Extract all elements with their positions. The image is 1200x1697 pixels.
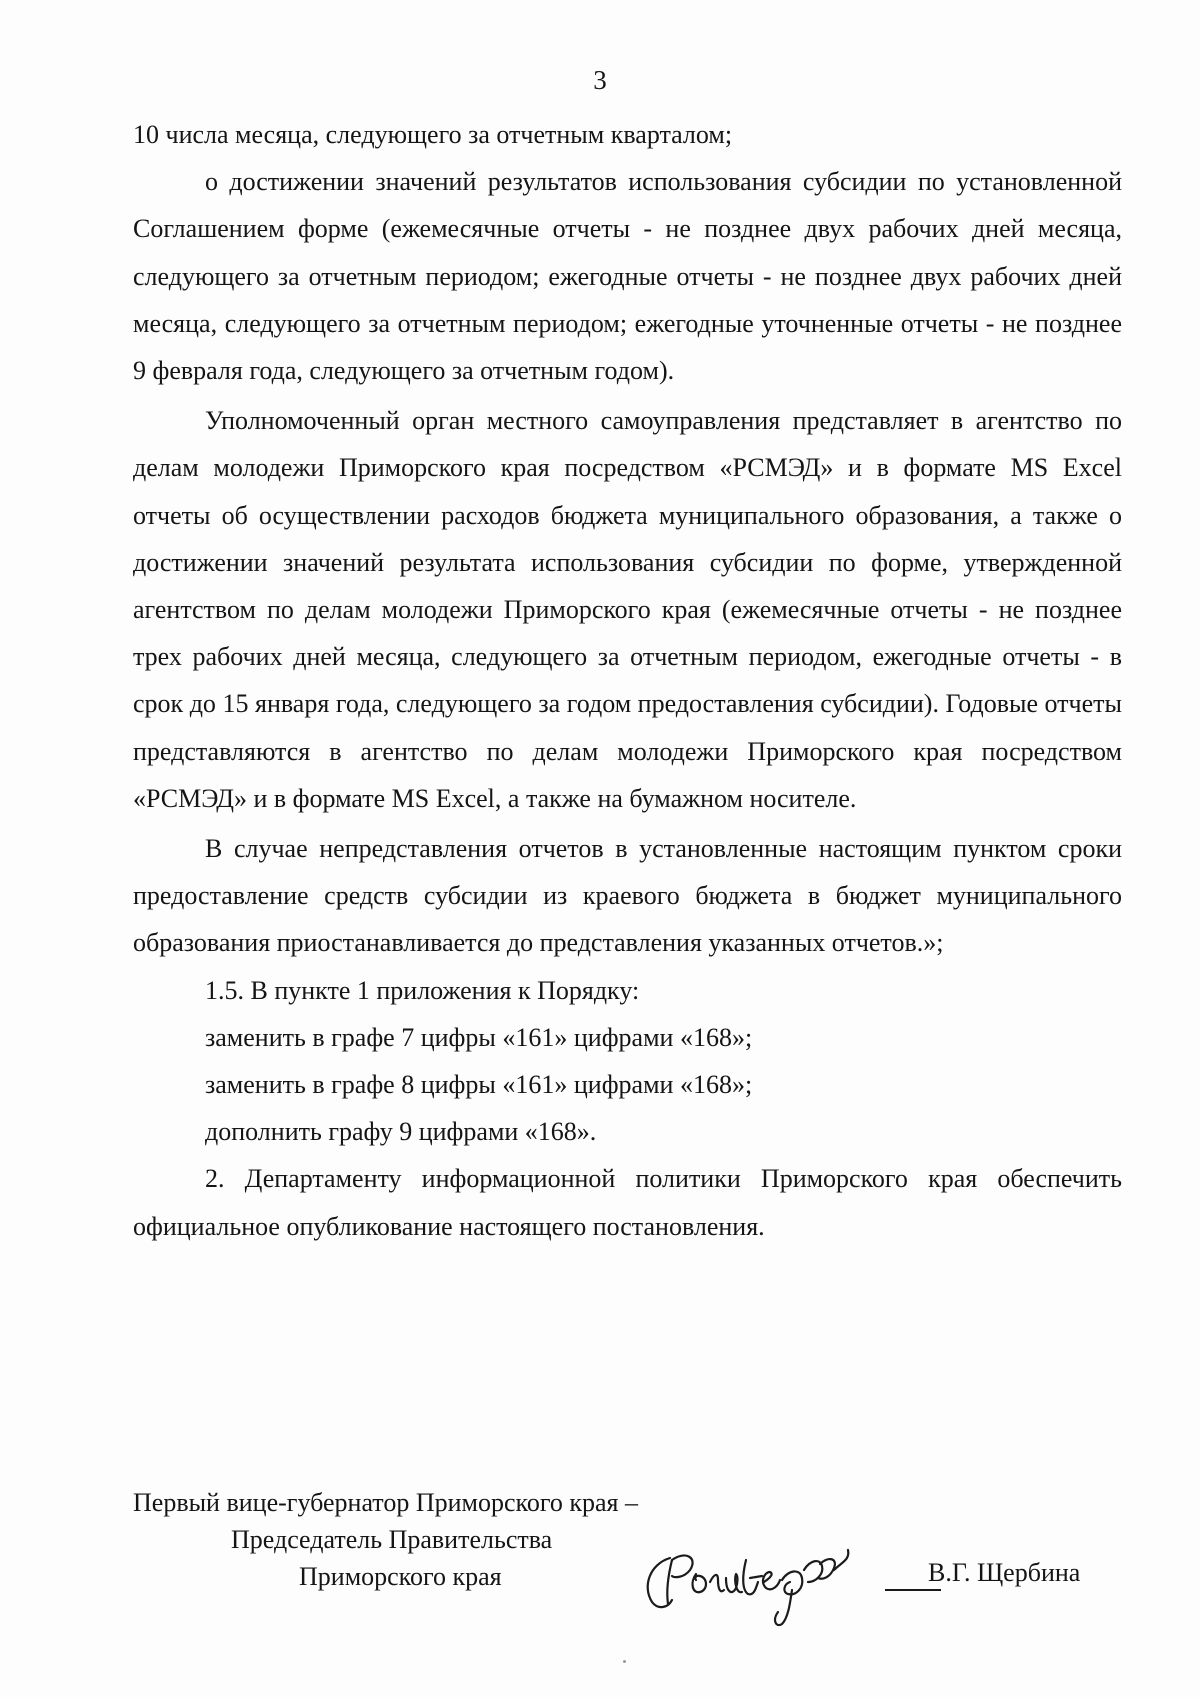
clause-column-8: заменить в графе 8 цифры «161» цифрами «168»; xyxy=(205,1070,753,1100)
paragraph-authority-reports: Уполномоченный орган местного самоуправления представляет в агентство по делам молодежи Приморского края посредством «РСМЭД» и в формате MS Excel отчеты об осуществлении расходов бюджета муниципального образования, а также о достижении значений результата использования субсидии по форме, утвержденной агентством по делам молодежи Приморского края (ежемесячные отчеты - не позднее трех рабочих дней месяца, следующего за отчетным периодом, ежегодные отчеты - в срок до 15 января года, следующего за годом предоставления субсидии). Годовые отчеты представляются в агентство по делам молодежи Приморского края посредством «РСМЭД» и в формате MS Excel, а также на бумажном носителе. xyxy=(133,406,1122,813)
handwritten-signature-image xyxy=(638,1520,898,1635)
clause-column-9: дополнить графу 9 цифрами «168». xyxy=(205,1117,597,1147)
clause-1-5: 1.5. В пункте 1 приложения к Порядку: xyxy=(205,975,640,1005)
paragraph-continuation: 10 числа месяца, следующего за отчетным кварталом; xyxy=(133,120,733,149)
signatory-position-line-1: Первый вице-губернатор Приморского края – xyxy=(133,1488,638,1517)
signatory-name: В.Г. Щербина xyxy=(928,1558,1081,1587)
scan-artifact xyxy=(623,1660,626,1663)
clause-2-publication: 2. Департаменту информационной политики Приморского края обеспечить официальное опубликование настоящего постановления. xyxy=(133,1164,1122,1241)
signature-block xyxy=(133,1485,1122,1645)
paragraph-results-reports: о достижении значений результатов использования субсидии по установленной Соглашением форме (ежемесячные отчеты - не позднее двух рабочих дней месяца, следующего за отчетным периодом; ежегодные отчеты - не позднее двух рабочих дней месяца, следующего за отчетным периодом; ежегодные уточненные отчеты - не позднее 9 февраля года, следующего за отчетным годом). xyxy=(133,167,1122,386)
clause-column-7: заменить в графе 7 цифры «161» цифрами «168»; xyxy=(205,1022,753,1052)
paragraph-suspension: В случае непредставления отчетов в установленные настоящим пунктом сроки предоставление средств субсидии из краевого бюджета в бюджет муниципального образования приостанавливается до представления указанных отчетов.»; xyxy=(133,834,1122,958)
page-number: 3 xyxy=(593,65,607,95)
signatory-position-line-2: Председатель Правительства xyxy=(231,1525,553,1554)
signatory-position-line-3: Приморского края xyxy=(299,1562,502,1591)
document-body xyxy=(133,111,1122,1250)
